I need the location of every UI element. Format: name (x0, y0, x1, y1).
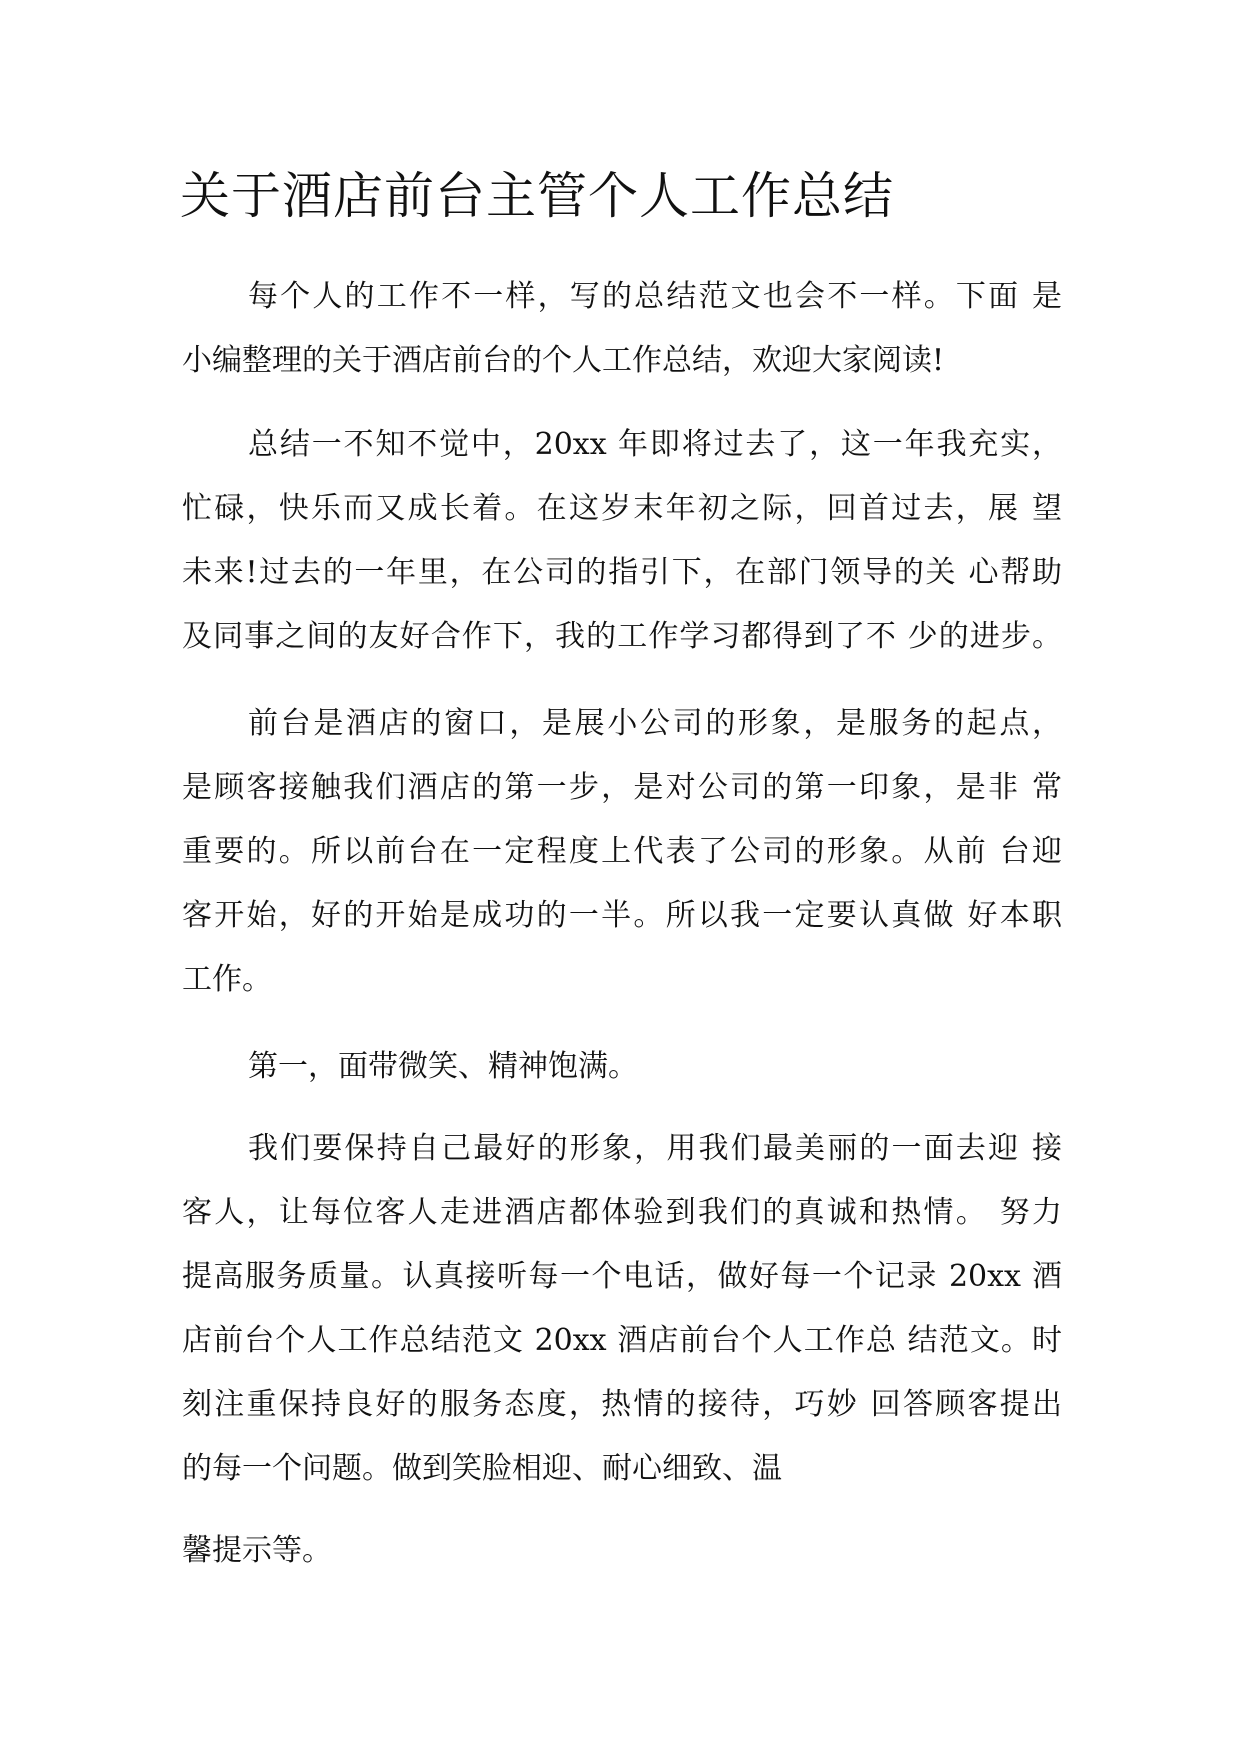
paragraph-front-desk (182, 692, 1062, 1012)
paragraph-point-one (182, 1035, 1062, 1099)
text-line: 的每一个问题。做到笑脸相迎、耐心细致、温 (182, 1451, 782, 1486)
text-line: 总结一不知不觉中，20xx 年即将过去了，这一年我充实， (248, 427, 1062, 462)
text-line: 工作。 (182, 962, 272, 997)
text-line: 及同事之间的友好合作下，我的工作学习都得到了不 少的进步。 (182, 619, 1062, 654)
text-line: 前台是酒店的窗口，是展小公司的形象，是服务的起点， (248, 706, 1062, 741)
text-line: 馨提示等。 (182, 1533, 332, 1568)
text-line: 小编整理的关于酒店前台的个人工作总结，欢迎大家阅读! (182, 343, 945, 378)
text-line: 刻注重保持良好的服务态度，热情的接待，巧妙 回答顾客提出 (182, 1387, 1062, 1422)
text-line: 提高服务质量。认真接听每一个电话，做好每一个记录 20xx 酒 (182, 1259, 1062, 1294)
text-line: 店前台个人工作总结范文 20xx 酒店前台个人工作总 结范文。时 (182, 1323, 1062, 1358)
paragraph-summary (182, 413, 1062, 669)
text-line: 重要的。所以前台在一定程度上代表了公司的形象。从前 台迎 (182, 834, 1062, 869)
text-line: 每个人的工作不一样，写的总结范文也会不一样。下面 是 (248, 279, 1062, 314)
paragraph-closing (182, 1519, 1062, 1583)
text-line: 客人，让每位客人走进酒店都体验到我们的真诚和热情。 努力 (182, 1195, 1062, 1230)
text-line: 未来!过去的一年里，在公司的指引下，在部门领导的关 心帮助 (182, 555, 1062, 590)
text-line: 客开始，好的开始是成功的一半。所以我一定要认真做 好本职 (182, 898, 1062, 933)
text-line: 忙碌，快乐而又成长着。在这岁末年初之际，回首过去，展 望 (182, 491, 1062, 526)
text-line: 是顾客接触我们酒店的第一步，是对公司的第一印象，是非 常 (182, 770, 1062, 805)
text-line: 我们要保持自己最好的形象，用我们最美丽的一面去迎 接 (248, 1131, 1062, 1166)
document-title: 关于酒店前台主管个人工作总结 (180, 167, 894, 225)
paragraph-intro (182, 265, 1062, 393)
paragraph-image (182, 1117, 1062, 1501)
text-line: 第一，面带微笑、精神饱满。 (248, 1049, 638, 1084)
